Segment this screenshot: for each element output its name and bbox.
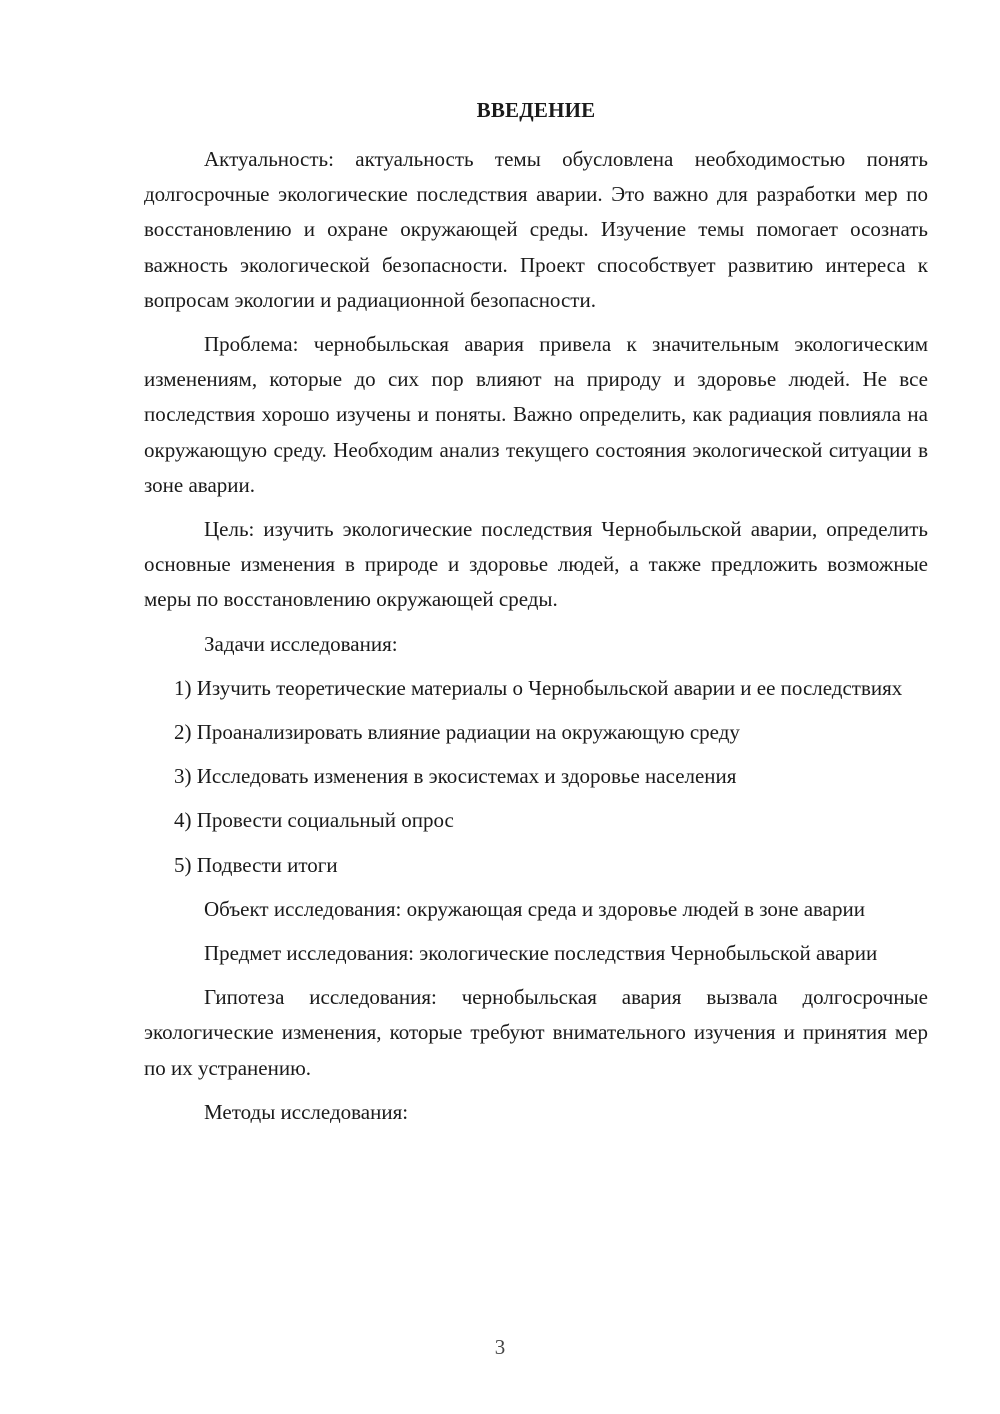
problem-paragraph: Проблема: чернобыльская авария привела к значительным экологическим изменениям, которые до сих пор влияют на природу и здоровье людей. Не все последствия хорошо изучены и поняты. Важно определить, как радиация повлияла на окружающую среду. Необходим анализ текущего состояния экологической ситуации в зоне аварии. bbox=[144, 332, 928, 497]
object-paragraph: Объект исследования: окружающая среда и здоровье людей в зоне аварии bbox=[204, 896, 865, 921]
page-number: 3 bbox=[494, 1335, 506, 1359]
section-title: ВВЕДЕНИЕ bbox=[476, 98, 596, 122]
task-item: 2) Проанализировать влияние радиации на окружающую среду bbox=[174, 720, 740, 745]
relevance-paragraph: Актуальность: актуальность темы обусловлена необходимостью понять долгосрочные экологические последствия аварии. Это важно для разработки мер по восстановлению и охране окружающей среды. Изучение темы помогает осознать важность экологической безопасности. Проект способствует развитию интереса к вопросам экологии и радиационной безопасности. bbox=[144, 147, 928, 312]
tasks-list bbox=[144, 671, 928, 883]
task-item: 5) Подвести итоги bbox=[174, 852, 338, 877]
task-item: 4) Провести социальный опрос bbox=[174, 808, 454, 833]
document-page bbox=[144, 96, 928, 1139]
tasks-heading: Задачи исследования: bbox=[204, 631, 398, 656]
goal-paragraph: Цель: изучить экологические последствия Чернобыльской аварии, определить основные изменения в природе и здоровье людей, а также предложить возможные меры по восстановлению окружающей среды. bbox=[144, 517, 928, 612]
methods-heading: Методы исследования: bbox=[204, 1099, 409, 1124]
task-item: 1) Изучить теоретические материалы о Чернобыльской аварии и ее последствиях bbox=[174, 675, 903, 700]
hypothesis-paragraph: Гипотеза исследования: чернобыльская авария вызвала долгосрочные экологические изменения, которые требуют внимательного изучения и принятия мер по их устранению. bbox=[144, 985, 928, 1080]
subject-paragraph: Предмет исследования: экологические последствия Чернобыльской аварии bbox=[204, 941, 878, 966]
task-item: 3) Исследовать изменения в экосистемах и здоровье населения bbox=[174, 764, 737, 789]
